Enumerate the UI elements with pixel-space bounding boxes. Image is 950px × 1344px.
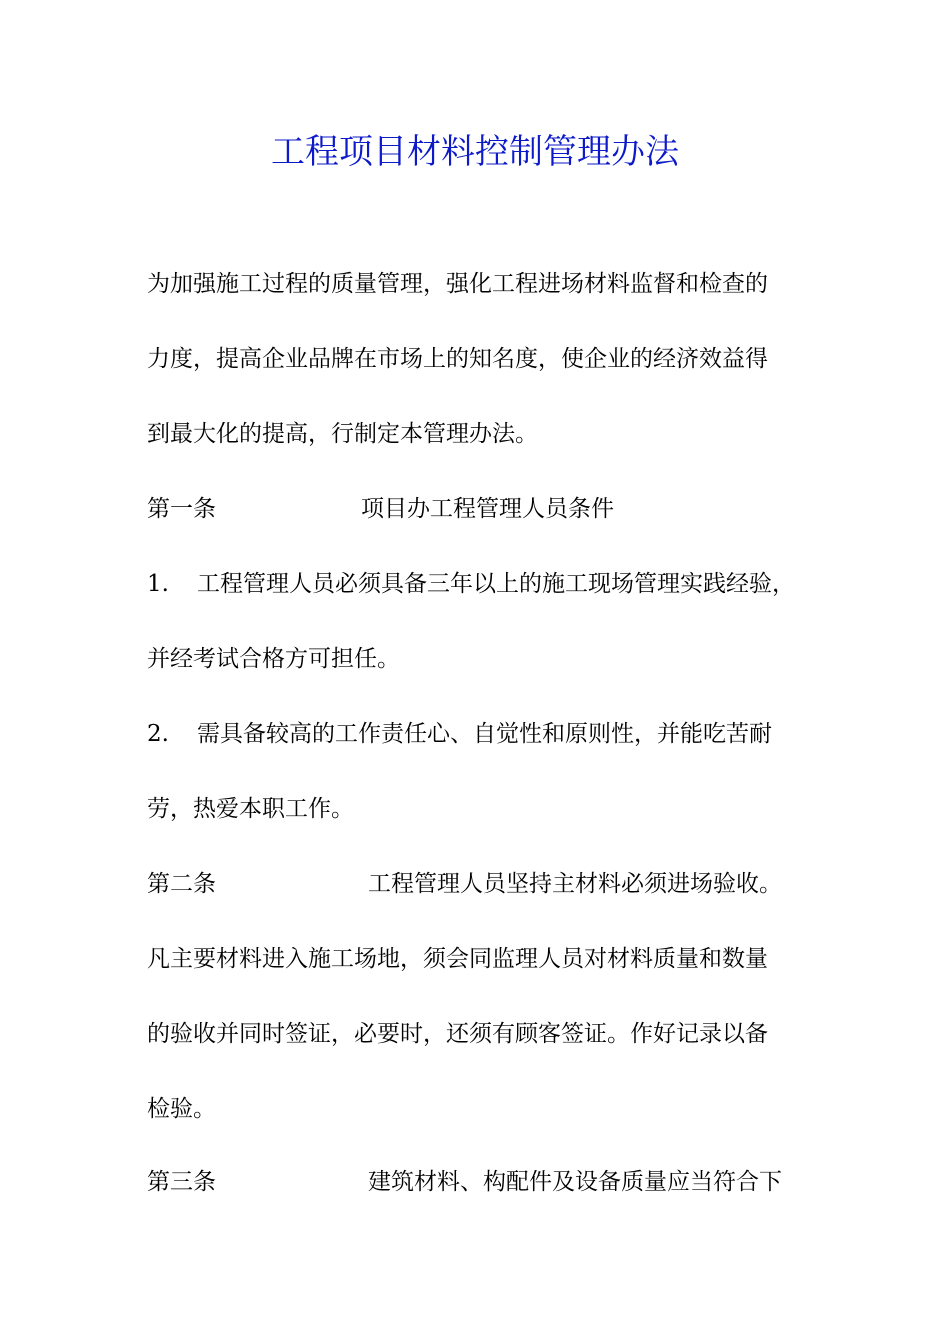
article-1-item-2-line-1 [147,718,772,750]
intro-line-1: 为加强施工过程的质量管理，强化工程进场材料监督和检查的 [147,271,768,297]
intro-line-3: 到最大化的提高，行制定本管理办法。 [147,421,538,447]
article-2-heading: 工程管理人员坚持主材料必须进场验收。 [368,871,782,897]
article-1-heading: 项目办工程管理人员条件 [361,496,614,522]
intro-line-2: 力度，提高企业品牌在市场上的知名度，使企业的经济效益得 [147,346,768,372]
article-2-body-line-3: 检验。 [147,1096,216,1122]
article-1-item-1-line-2: 并经考试合格方可担任。 [147,646,400,672]
article-2-body-line-2: 的验收并同时签证，必要时，还须有顾客签证。作好记录以备 [147,1021,768,1047]
article-3-number: 第三条 [147,1169,216,1195]
item-text: 需具备较高的工作责任心、自觉性和原则性，并能吃苦耐 [197,721,772,747]
item-number: 1. [147,571,169,597]
article-2-body-line-1: 凡主要材料进入施工场地，须会同监理人员对材料质量和数量 [147,946,768,972]
article-1-number: 第一条 [147,496,216,522]
article-3-heading: 建筑材料、构配件及设备质量应当符合下 [368,1169,782,1195]
article-2-number: 第二条 [147,871,216,897]
document-title: 工程项目材料控制管理办法 [271,132,679,172]
item-number: 2. [147,721,169,747]
article-1-item-1-line-1 [147,568,795,600]
article-1-item-2-line-2: 劳，热爱本职工作。 [147,796,354,822]
item-text: 工程管理人员必须具备三年以上的施工现场管理实践经验， [197,571,795,597]
